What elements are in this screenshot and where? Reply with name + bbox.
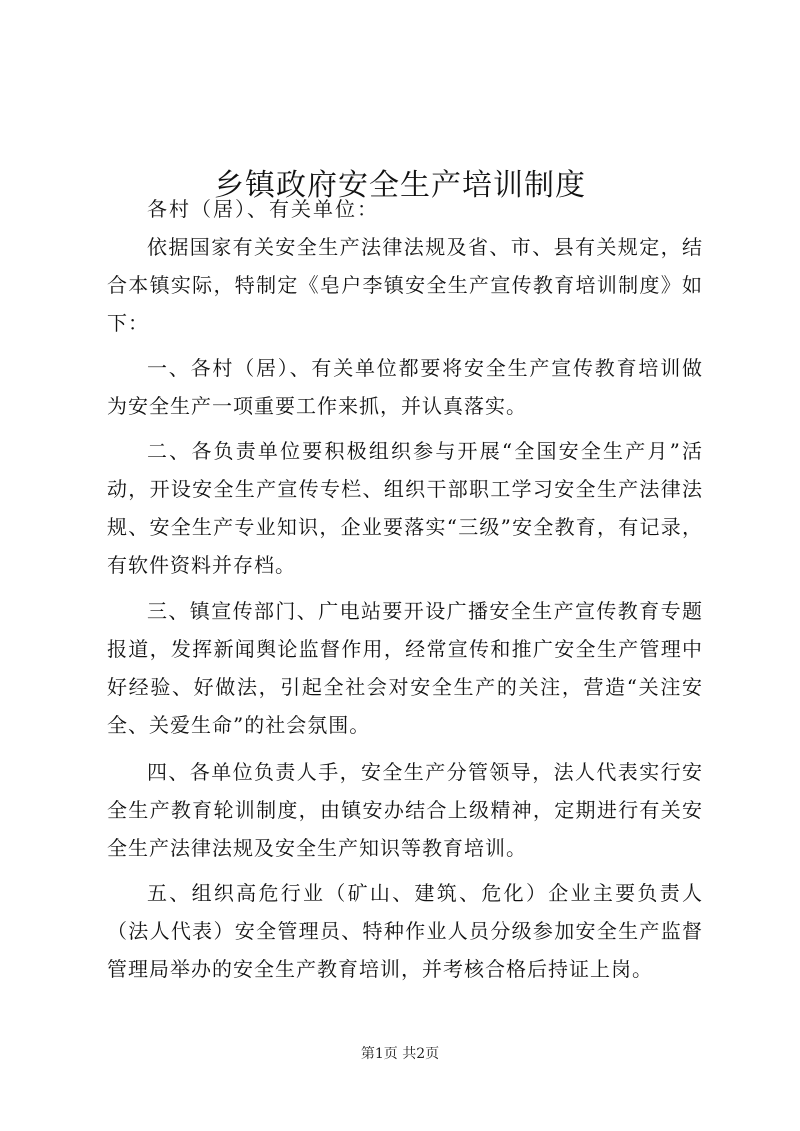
salutation: 各村（居）、有关单位： (147, 197, 379, 221)
paragraph-item-1: 一、各村（居）、有关单位都要将安全生产宣传教育培训做为安全生产一项重要工作来抓，并认真落实。 (107, 356, 703, 418)
paragraph-item-3: 三、镇宣传部门、广电站要开设广播安全生产宣传教育专题报道，发挥新闻舆论监督作用，经常宣传和推广安全生产管理中好经验、好做法，引起全社会对安全生产的关注，营造“关注安全、关爱生命”的社会氛围。 (107, 599, 703, 737)
paragraph-item-5: 五、组织高危行业（矿山、建筑、危化）企业主要负责人（法人代表）安全管理员、特种作业人员分级参加安全生产监督管理局举办的安全生产教育培训，并考核合格后持证上岗。 (107, 881, 703, 981)
document-title: 乡镇政府安全生产培训制度 (214, 168, 586, 204)
paragraph-item-2: 二、各负责单位要积极组织参与开展“全国安全生产月”活动，开设安全生产宣传专栏、组织干部职工学习安全生产法律法规、安全生产专业知识，企业要落实“三级”安全教育，有记录，有软件资料并存档。 (107, 439, 703, 577)
page-number-footer: 第1页 共2页 (360, 1046, 440, 1062)
paragraph-intro: 依据国家有关安全生产法律法规及省、市、县有关规定，结合本镇实际，特制定《皂户李镇安全生产宣传教育培训制度》如下： (107, 235, 703, 335)
paragraph-item-4: 四、各单位负责人手，安全生产分管领导，法人代表实行安全生产教育轮训制度，由镇安办结合上级精神，定期进行有关安全生产法律法规及安全生产知识等教育培训。 (107, 760, 703, 860)
